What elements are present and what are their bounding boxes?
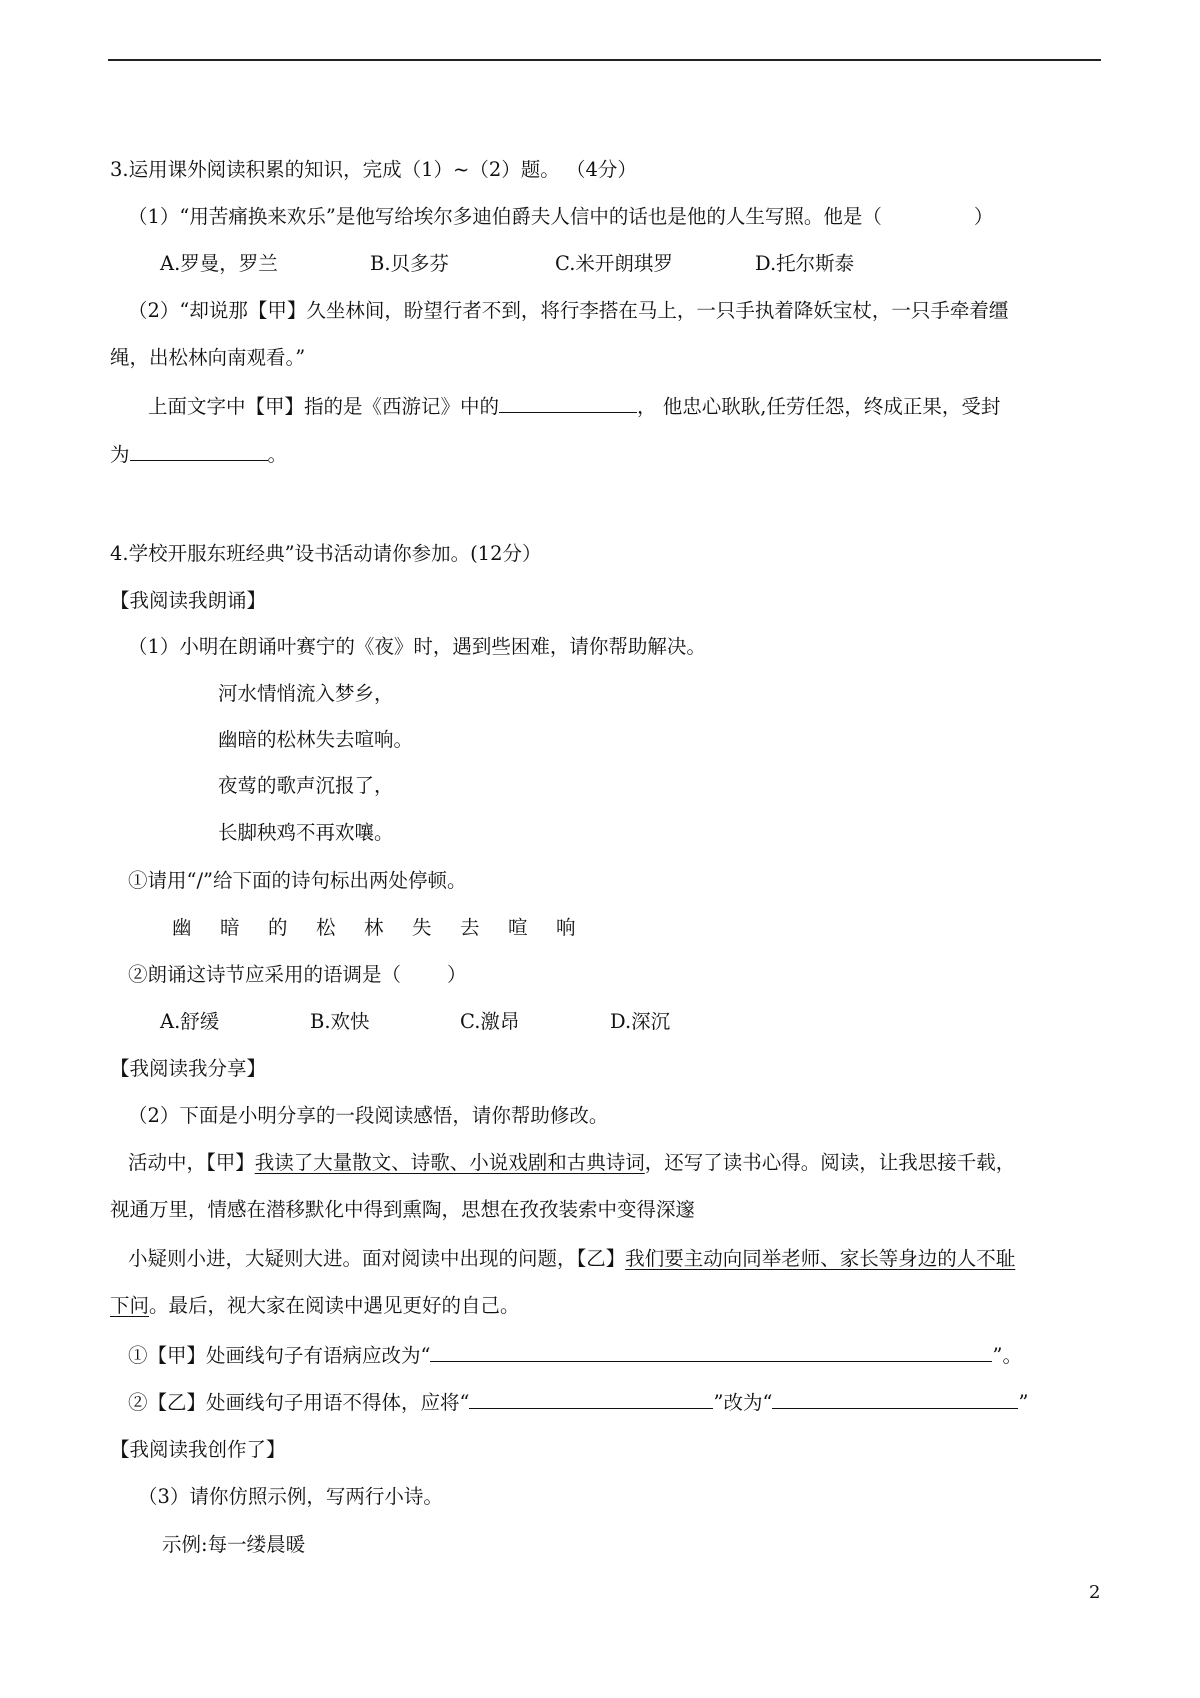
q3-sub2-question-cont: 为 。 [110, 440, 287, 469]
section-heading-create: 【我阅读我创作了】 [110, 1438, 286, 1461]
q3-sub1-stem: （1）“用苦痛换来欢乐”是他写给埃尔多迪伯爵夫人信中的话也是他的人生写照。他是（ ） [128, 205, 994, 228]
section-heading-share: 【我阅读我分享】 [110, 1057, 267, 1080]
q3-sub1-options [160, 250, 854, 278]
fix-item2: ②【乙】处画线句子用语不得体，应将“ ”改为“ ” [128, 1388, 1028, 1417]
option-d: D.托尔斯泰 [755, 252, 855, 275]
q4-item2: ②朗诵这诗节应采用的语调是（ ） [128, 963, 467, 986]
answer-blank[interactable] [469, 1388, 713, 1409]
share-para2-cont: 下问。最后，视大家在阅读中遇见更好的自己。 [110, 1294, 520, 1317]
answer-blank[interactable] [430, 1341, 992, 1362]
page-number: 2 [1089, 1582, 1101, 1603]
q3-title: 3.运用课外阅读积累的知识，完成（1）~（2）题。 （4分） [110, 158, 637, 181]
tone-option-b: B.欢快 [310, 1010, 370, 1033]
poem-char: 林 [364, 916, 384, 939]
option-b: B.贝多芬 [370, 252, 450, 275]
q3-sub2-line2: 绳，出松林向南观看。” [110, 346, 306, 369]
q4-title: 4.学校开服东班经典”设书活动请你参加。(12分） [110, 542, 542, 565]
q3-sub2-question: 上面文字中【甲】指的是《西游记》中的 ， 他忠心耿耿,任劳任怨，终成正果，受封 [148, 392, 1000, 421]
answer-blank[interactable] [772, 1388, 1018, 1409]
poem-line: 长脚秧鸡不再欢嚷。 [218, 821, 394, 844]
q4-sub3-stem: （3）请你仿照示例，写两行小诗。 [138, 1485, 443, 1508]
poem-char: 的 [268, 916, 288, 939]
share-para2: 小疑则小进，大疑则大进。面对阅读中出现的问题，【乙】我们要主动向同举老师、家长等身边的人不耻 [128, 1247, 1016, 1270]
option-a: A.罗曼，罗兰 [160, 252, 278, 275]
header-rule [108, 59, 1101, 61]
section-heading-recite: 【我阅读我朗诵】 [110, 589, 267, 612]
underlined-sentence-jia: 我读了大量散文、诗歌、小说戏剧和古典诗词 [254, 1151, 645, 1174]
q4-sub1-stem: （1）小明在朗诵叶赛宁的《夜》时，遇到些困难，请你帮助解决。 [128, 635, 706, 658]
share-para1-cont: 视通万里，情感在潜移默化中得到熏陶，思想在孜孜装索中变得深邃 [110, 1198, 696, 1221]
poem-line: 幽暗的松林失去喧响。 [218, 728, 414, 751]
poem-char: 松 [316, 916, 336, 939]
fix-item1: ①【甲】处画线句子有语病应改为“ ”。 [128, 1341, 1022, 1370]
option-c: C.米开朗琪罗 [555, 252, 673, 275]
poem-char: 失 [412, 916, 432, 939]
poem-char: 喧 [508, 916, 528, 939]
q4-item1: ①请用“/”给下面的诗句标出两处停顿。 [128, 869, 467, 892]
poem-char: 幽 [172, 916, 192, 939]
underlined-sentence-yi: 我们要主动向同举老师、家长等身边的人不耻 [625, 1247, 1016, 1270]
tone-options [160, 1008, 670, 1036]
poem-char: 去 [460, 916, 480, 939]
tone-option-d: D.深沉 [610, 1010, 671, 1033]
underlined-sentence-yi-cont: 下问 [110, 1294, 150, 1317]
q3-sub2-line1: （2）“却说那【甲】久坐林间，盼望行者不到，将行李搭在马上，一只手执着降妖宝杖，一只手牵着缰 [128, 299, 1009, 322]
poem-char: 响 [556, 916, 576, 939]
q4-sub2-stem: （2）下面是小明分享的一段阅读感悟，请你帮助修改。 [128, 1104, 609, 1127]
poem-char: 暗 [220, 916, 240, 939]
answer-blank[interactable] [130, 440, 268, 461]
spaced-poem-line [172, 914, 604, 942]
tone-option-a: A.舒缓 [160, 1010, 220, 1033]
poem-line: 夜莺的歌声沉报了， [218, 774, 394, 797]
answer-blank[interactable] [499, 392, 637, 413]
share-para1: 活动中，【甲】我读了大量散文、诗歌、小说戏剧和古典诗词，还写了读书心得。阅读，让我思接千载， [128, 1151, 1016, 1174]
tone-option-c: C.激昂 [460, 1010, 520, 1033]
poem-line: 河水情悄流入梦乡， [218, 682, 394, 705]
example-line: 示例:每一缕晨暖 [162, 1533, 306, 1556]
